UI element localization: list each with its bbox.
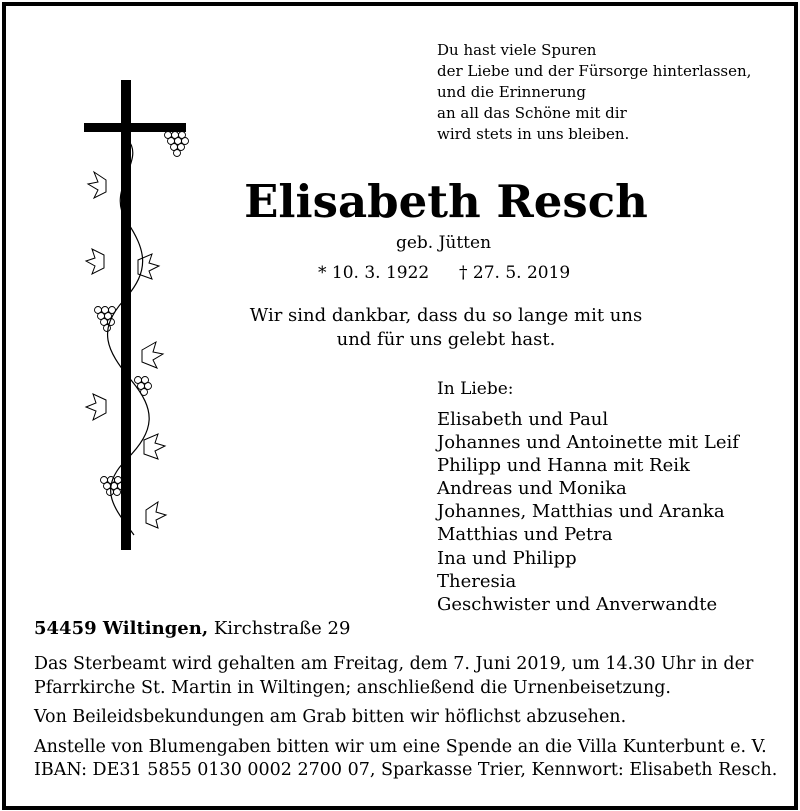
service-line: Pfarrkirche St. Martin in Wiltingen; anschließend die Urnenbeisetzung.	[34, 677, 671, 698]
thanks-line: und für uns gelebt hast.	[336, 329, 556, 350]
thanks-line: Wir sind dankbar, dass du so lange mit uns	[249, 305, 643, 326]
mourner-name: Elisabeth und Paul	[437, 409, 609, 430]
family-address	[34, 617, 350, 641]
poem-line: und die Erinnerung	[437, 83, 586, 101]
poem-line: wird stets in uns bleiben.	[437, 125, 630, 143]
condolences-note: Von Beileidsbekundungen am Grab bitten wir höflichst abzusehen.	[34, 707, 627, 727]
birth-name: geb. Jütten	[395, 233, 492, 253]
address-street: Kirchstraße 29	[213, 618, 351, 639]
service-line: Das Sterbeamt wird gehalten am Freitag, dem 7. Juni 2019, um 14.30 Uhr in der	[34, 654, 754, 674]
address-city: 54459 Wiltingen,	[34, 618, 209, 639]
birth-date: * 10. 3. 1922	[318, 263, 430, 283]
cross-with-grapevine-icon	[76, 80, 216, 556]
mourner-name: Matthias und Petra	[437, 524, 613, 546]
mourners-heading: In Liebe:	[437, 379, 514, 399]
mourner-name: Johannes, Matthias und Aranka	[437, 501, 725, 523]
deceased-name: Elisabeth Resch	[244, 175, 648, 228]
mourner-name: Ina und Philipp	[437, 547, 577, 569]
mourner-name: Andreas und Monika	[437, 478, 627, 500]
death-date: † 27. 5. 2019	[459, 263, 571, 283]
poem-line: der Liebe und der Fürsorge hinterlassen,	[437, 62, 752, 80]
donation-bank-details: IBAN: DE31 5855 0130 0002 2700 07, Sparkasse Trier, Kennwort: Elisabeth Resch.	[34, 760, 778, 780]
poem-line: an all das Schöne mit dir	[437, 104, 627, 122]
funeral-information	[34, 653, 779, 783]
mourner-name: Johannes und Antoinette mit Leif	[437, 432, 739, 454]
mourner-name: Theresia	[437, 570, 517, 592]
mourners-list	[437, 408, 739, 616]
mourner-name: Philipp und Hanna mit Reik	[437, 455, 690, 477]
mourner-name: Geschwister und Anverwandte	[437, 593, 718, 615]
memorial-poem	[437, 40, 777, 145]
thanks-text	[236, 304, 656, 352]
obituary-notice	[2, 2, 798, 810]
donation-line: Anstelle von Blumengaben bitten wir um eine Spende an die Villa Kunterbunt e. V.	[34, 736, 767, 757]
poem-line: Du hast viele Spuren	[437, 41, 597, 59]
